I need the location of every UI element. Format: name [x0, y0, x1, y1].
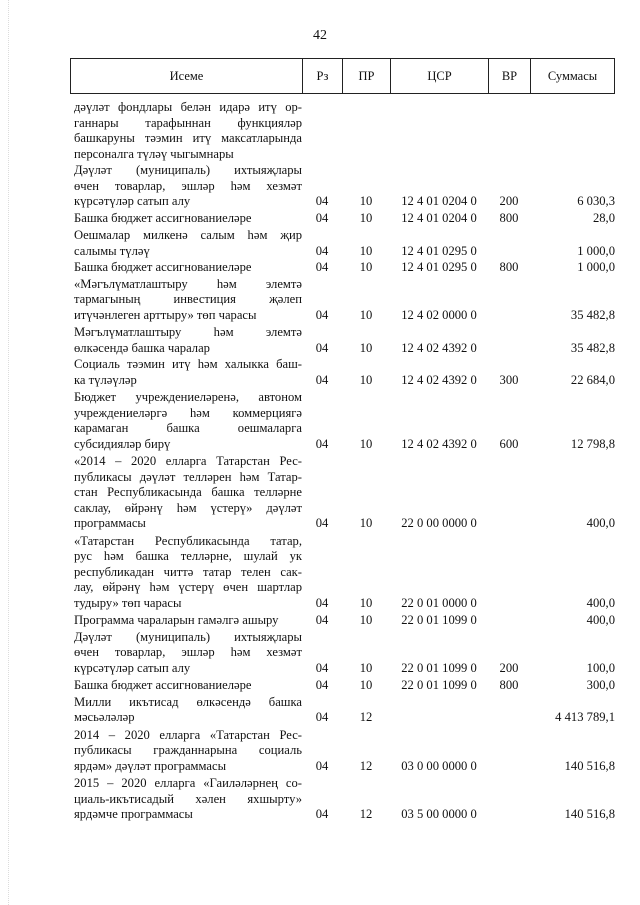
row-name	[74, 357, 302, 388]
header-pr: ПР	[343, 59, 391, 93]
row-rz: 04	[315, 260, 329, 274]
row-vr: 200	[499, 194, 519, 208]
row-pr: 12	[359, 710, 373, 724]
row-name-line: 2015 – 2020 елларга «Гаиләләрнең со-	[74, 776, 302, 790]
table-row	[74, 678, 615, 694]
row-vr: 600	[499, 436, 519, 451]
row-sum: 12 798,8	[570, 436, 615, 451]
margin-guide	[8, 0, 11, 905]
row-name-line: Социаль тәэмин итү һәм халыкка баш-	[74, 357, 302, 371]
row-pr: 12	[359, 807, 373, 821]
row-name	[74, 678, 302, 694]
header-rz: Рз	[303, 59, 343, 93]
row-pr: 10	[359, 595, 373, 610]
row-rz: 04	[315, 710, 329, 724]
row-rz: 04	[315, 678, 329, 692]
row-name-line: публикасы гражданнарына социаль	[74, 743, 302, 757]
row-csr: 03 5 00 0000 0	[401, 807, 477, 821]
row-sum: 22 684,0	[570, 372, 615, 387]
row-rz: 04	[315, 516, 329, 530]
row-csr: 12 4 01 0295 0	[401, 260, 477, 274]
row-csr: 12 4 01 0204 0	[401, 194, 477, 208]
table-row	[74, 728, 615, 775]
header-name: Исеме	[71, 59, 303, 93]
table-body	[74, 100, 615, 824]
row-name	[74, 260, 302, 276]
row-csr: 22 0 01 0000 0	[401, 595, 477, 610]
row-name	[74, 630, 302, 677]
row-name-line: субсидияләр бирү	[74, 436, 171, 451]
row-name	[74, 534, 302, 612]
row-sum: 28,0	[592, 210, 615, 225]
row-name	[74, 390, 302, 452]
row-rz: 04	[315, 372, 329, 387]
row-name-line: ганнары тарафыннан функцияләр	[74, 115, 302, 130]
header-sum: Суммасы	[547, 68, 598, 83]
row-name-line: күрсәтүләр сатып алу	[74, 194, 191, 208]
row-name	[74, 277, 302, 324]
row-sum: 400,0	[586, 613, 615, 627]
row-name-line: Башка бюджет ассигнованиеләре	[74, 260, 252, 274]
row-pr: 10	[359, 516, 373, 530]
row-pr: 10	[359, 243, 373, 258]
table-row	[74, 695, 615, 726]
row-csr: 12 4 02 4392 0	[401, 340, 477, 355]
row-sum: 400,0	[586, 595, 615, 610]
row-name-line: «Мәгълүматлаштыру һәм элемтә	[74, 276, 302, 291]
table-header	[70, 58, 615, 94]
row-rz: 04	[315, 340, 329, 355]
row-pr: 10	[359, 260, 373, 274]
row-rz: 04	[315, 243, 329, 258]
row-rz: 04	[315, 613, 329, 627]
row-pr: 10	[359, 660, 373, 675]
row-pr: 10	[359, 613, 373, 627]
row-name-line: стан Республикасында башка телләрне	[74, 485, 302, 499]
table-row	[74, 534, 615, 612]
row-csr: 12 4 02 4392 0	[401, 372, 477, 387]
row-name-line: Башка бюджет ассигнованиеләре	[74, 678, 252, 692]
row-name-line: Башка бюджет ассигнованиеләре	[74, 210, 252, 225]
row-name	[74, 728, 302, 775]
row-sum: 4 413 789,1	[555, 710, 615, 724]
row-name-line: персоналга түләү чыгымнары	[74, 146, 234, 161]
row-csr: 12 4 02 0000 0	[401, 307, 477, 322]
row-name	[74, 163, 302, 210]
row-name-line: өчен товарлар, эшләр һәм хезмәт	[74, 178, 302, 193]
row-pr: 10	[359, 678, 373, 692]
row-sum: 140 516,8	[564, 758, 615, 773]
row-name	[74, 613, 302, 629]
row-rz: 04	[315, 210, 329, 225]
row-name-line: лау, өйрәнү һәм үстерү өчен шартлар	[74, 580, 302, 594]
header-csr: ЦСР	[391, 59, 489, 93]
row-name-line: мәсьәләләр	[74, 710, 135, 724]
row-name-line: Бюджет учреждениеләренә, автоном	[74, 390, 302, 404]
table-row	[74, 260, 615, 276]
table-row	[74, 776, 615, 823]
row-name	[74, 776, 302, 823]
row-name-line: Мәгълүматлаштыру һәм элемтә	[74, 325, 302, 339]
table-row	[74, 228, 615, 259]
row-name-line: өлкәсендә башка чаралар	[74, 340, 210, 355]
row-pr: 10	[359, 307, 373, 322]
page-number: 42	[313, 28, 327, 43]
row-pr: 10	[359, 210, 373, 225]
row-name-line: Оешмалар милкенә салым һәм җир	[74, 228, 302, 242]
row-name-line: тудыру» төп чарасы	[74, 595, 182, 610]
row-name	[74, 228, 302, 259]
row-name-line: карамаган башка оешмаларга	[74, 421, 302, 435]
row-sum: 300,0	[586, 678, 615, 692]
row-sum: 400,0	[586, 516, 615, 530]
row-pr: 10	[359, 436, 373, 451]
row-name-line: рус һәм башка телләрне, шулай ук	[74, 549, 302, 563]
row-csr: 22 0 01 1099 0	[401, 678, 477, 692]
row-pr: 10	[359, 194, 373, 208]
row-name	[74, 325, 302, 356]
row-rz: 04	[315, 660, 329, 675]
row-name-line: ка түләүләр	[74, 372, 137, 387]
row-pr: 10	[359, 372, 373, 387]
row-name-line: «2014 – 2020 елларга Татарстан Рес-	[74, 454, 302, 468]
table-row	[74, 211, 615, 227]
row-csr: 22 0 00 0000 0	[401, 516, 477, 530]
row-name-line: Программа чараларын гамәлгә ашыру	[74, 613, 279, 627]
row-name-line: ярдәмче программасы	[74, 807, 193, 821]
row-rz: 04	[315, 436, 329, 451]
row-csr: 12 4 02 4392 0	[401, 436, 477, 451]
row-name-line: Милли икътисад өлкәсендә башка	[74, 694, 302, 709]
row-vr: 800	[499, 260, 519, 274]
row-csr: 12 4 01 0295 0	[401, 243, 477, 258]
row-csr: 03 0 00 0000 0	[401, 758, 477, 773]
row-sum: 1 000,0	[577, 260, 615, 274]
table-row	[74, 325, 615, 356]
row-vr: 200	[499, 660, 519, 675]
row-name	[74, 100, 302, 162]
row-name-line: күрсәтүләр сатып алу	[74, 660, 191, 675]
row-name-line: Дәүләт (муниципаль) ихтыяҗлары	[74, 163, 302, 177]
row-vr: 800	[499, 678, 519, 692]
row-pr: 12	[359, 758, 373, 773]
row-rz: 04	[315, 758, 329, 773]
row-name-line: «Татарстан Республикасында татар,	[74, 533, 302, 548]
row-name-line: циаль-икътисадый хәлен яхшырту»	[74, 791, 302, 806]
row-name	[74, 454, 302, 532]
row-rz: 04	[315, 194, 329, 208]
row-sum: 35 482,8	[570, 307, 615, 322]
row-sum: 100,0	[586, 660, 615, 675]
row-pr: 10	[359, 340, 373, 355]
row-rz: 04	[315, 807, 329, 821]
row-name	[74, 695, 302, 726]
row-name-line: 2014 – 2020 елларга «Татарстан Рес-	[74, 727, 302, 742]
row-rz: 04	[315, 307, 329, 322]
row-name-line: ярдәм» дәүләт программасы	[74, 758, 227, 773]
row-vr: 300	[499, 372, 519, 387]
row-name-line: башкаруны тәэмин итү максатларында	[74, 131, 302, 145]
row-name-line: салымы түләү	[74, 243, 150, 258]
row-vr: 800	[499, 210, 519, 225]
row-sum: 1 000,0	[577, 243, 615, 258]
row-name-line: Дәүләт (муниципаль) ихтыяҗлары	[74, 629, 302, 644]
row-name-line: программасы	[74, 516, 146, 530]
row-name-line: саклау, өйрәнү һәм үстерү» дәүләт	[74, 500, 302, 515]
row-csr: 12 4 01 0204 0	[401, 210, 477, 225]
row-name-line: өчен товарлар, эшләр һәм хезмәт	[74, 645, 302, 659]
row-sum: 140 516,8	[564, 807, 615, 821]
table-row	[74, 277, 615, 324]
table-row	[74, 100, 615, 162]
table-row	[74, 357, 615, 388]
row-name-line: итүчәнлеген арттыру» төп чарасы	[74, 307, 257, 322]
row-rz: 04	[315, 595, 329, 610]
header-vr: ВР	[489, 59, 531, 93]
table-row	[74, 630, 615, 677]
row-csr: 22 0 01 1099 0	[401, 660, 477, 675]
row-name	[74, 211, 302, 227]
table-row	[74, 390, 615, 452]
table-row	[74, 163, 615, 210]
row-name-line: тармагының инвестиция җәлеп	[74, 292, 302, 306]
row-name-line: республикадан читтә татар телен сак-	[74, 564, 302, 579]
row-name-line: публикасы дәүләт телләрен һәм Татар-	[74, 469, 302, 484]
row-name-line: учреждениеләргә һәм коммерциягә	[74, 405, 302, 420]
row-sum: 35 482,8	[570, 340, 615, 355]
row-csr: 22 0 01 1099 0	[401, 613, 477, 627]
row-sum: 6 030,3	[577, 194, 615, 208]
table-row	[74, 613, 615, 629]
row-name-line: дәүләт фондлары белән идарә итү ор-	[74, 100, 302, 114]
table-row	[74, 454, 615, 532]
